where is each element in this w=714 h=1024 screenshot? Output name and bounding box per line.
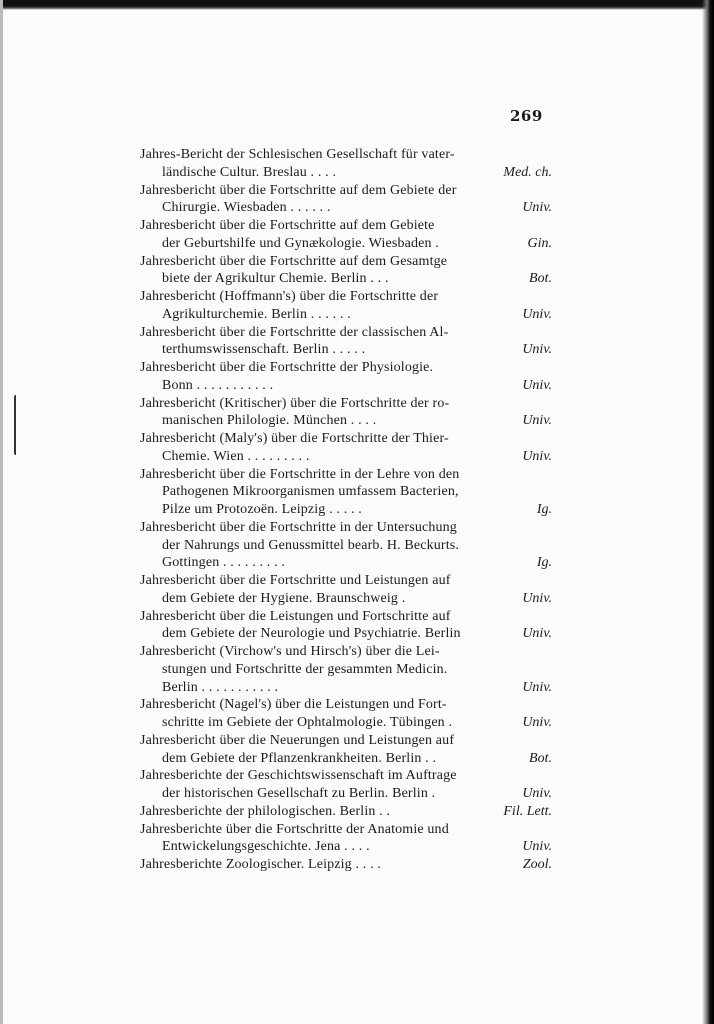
library-abbreviation: Gin. <box>527 235 552 251</box>
entry-text: Jahresbericht über die Fortschritte in der Lehre von den <box>140 466 460 482</box>
page-number: 269 <box>510 107 543 125</box>
entry-text: Jahresberichte der Geschichtswissenschaft im Auftrage <box>140 768 457 784</box>
entry-line <box>140 696 552 714</box>
entry-line <box>140 750 552 768</box>
library-abbreviation: Univ. <box>522 715 552 730</box>
entry-line <box>140 767 552 785</box>
entry-line <box>140 182 552 200</box>
entry-line <box>140 483 552 501</box>
entry-line <box>140 785 552 803</box>
entry-text: Jahresberichte Zoologischer. Leipzig . . . . <box>140 857 382 872</box>
bibliography-entry <box>140 466 552 519</box>
bibliography-entry <box>140 430 552 466</box>
entry-text: Pilze um Protozoën. Leipzig . . . . . <box>162 502 362 517</box>
entry-text: Jahresbericht über die Neuerungen und Leistungen auf <box>140 732 455 748</box>
entry-text: Jahresbericht (Nagel's) über die Leistungen und Fort- <box>140 697 447 713</box>
entry-text: Agrikulturchemie. Berlin . . . . . . <box>162 306 351 322</box>
entry-text: Jahresbericht über die Fortschritte auf dem Gesamtge <box>140 253 448 269</box>
entry-text: dem Gebiete der Neurologie und Psychiatrie. Berlin <box>162 626 461 642</box>
entry-line <box>140 217 552 235</box>
entry-text: Jahresbericht über die Fortschritte in der Untersuchung <box>140 519 457 535</box>
entry-line <box>140 537 552 555</box>
entry-text: Jahresbericht über die Fortschritte auf dem Gebiete <box>140 218 435 233</box>
entry-text: dem Gebiete der Hygiene. Braunschweig . <box>162 590 406 606</box>
entry-text: Bonn . . . . . . . . . . . <box>162 377 274 393</box>
entry-text: Jahresberichte über die Fortschritte der Anatomie und <box>140 821 449 837</box>
entry-line <box>140 732 552 750</box>
entry-line <box>140 448 552 466</box>
entry-text: ländische Cultur. Breslau . . . . <box>162 164 337 180</box>
entry-list <box>140 146 552 874</box>
bibliography-entry <box>140 395 552 431</box>
entry-text: Jahres-Bericht der Schlesischen Gesellschaft für vater- <box>140 147 455 162</box>
library-abbreviation: Ig. <box>536 555 552 571</box>
bibliography-entry <box>140 324 552 360</box>
entry-text: Jahresbericht (Maly's) über die Fortschritte der Thier- <box>140 431 449 446</box>
entry-text: Chemie. Wien . . . . . . . . . <box>162 448 310 464</box>
entry-line <box>140 519 552 537</box>
entry-text: der Nahrungs und Genussmittel bearb. H. Beckurts. <box>162 537 460 553</box>
entry-line <box>140 554 552 572</box>
entry-text: Jahresbericht (Hoffmann's) über die Fortschritte der <box>140 289 439 304</box>
entry-text: Jahresbericht über die Fortschritte und Leistungen auf <box>140 573 451 588</box>
bibliography-entry <box>140 572 552 608</box>
page-right-edge <box>702 0 714 1024</box>
entry-line <box>140 643 552 661</box>
entry-line <box>140 412 552 430</box>
entry-text: der historischen Gesellschaft zu Berlin. Berlin . <box>162 786 436 801</box>
entry-text: terthumswissenschaft. Berlin . . . . . <box>162 342 366 358</box>
bibliography-entry <box>140 856 552 874</box>
library-abbreviation: Univ. <box>522 377 552 393</box>
entry-line <box>140 821 552 839</box>
library-abbreviation: Univ. <box>522 786 552 801</box>
entry-line <box>140 377 552 395</box>
entry-line <box>140 714 552 732</box>
entry-line <box>140 253 552 271</box>
entry-line <box>140 306 552 324</box>
library-abbreviation: Univ. <box>522 413 552 429</box>
entry-text: Jahresbericht über die Fortschritte der classischen Al- <box>140 324 449 340</box>
entry-line <box>140 395 552 413</box>
library-abbreviation: Bot. <box>529 271 552 287</box>
entry-text: biete der Agrikultur Chemie. Berlin . . . <box>162 271 389 287</box>
library-abbreviation: Univ. <box>522 342 552 358</box>
library-abbreviation: Univ. <box>522 448 552 464</box>
entry-line <box>140 146 552 164</box>
library-abbreviation: Univ. <box>522 679 552 695</box>
entry-line <box>140 359 552 377</box>
library-abbreviation: Univ. <box>522 626 552 642</box>
entry-text: Berlin . . . . . . . . . . . <box>162 679 279 695</box>
bibliography-entry <box>140 608 552 644</box>
entry-line <box>140 661 552 679</box>
bibliography-entry <box>140 821 552 857</box>
entry-text: Jahresbericht über die Fortschritte auf dem Gebiete der <box>140 182 457 198</box>
entry-line <box>140 838 552 856</box>
library-abbreviation: Zool. <box>522 857 552 872</box>
bibliography-entry <box>140 696 552 732</box>
library-abbreviation: Univ. <box>522 590 552 606</box>
entry-text: Jahresberichte der philologischen. Berlin . . <box>140 803 391 819</box>
entry-line <box>140 608 552 626</box>
entry-text: dem Gebiete der Pflanzenkrankheiten. Berlin . . <box>162 750 437 766</box>
bibliography-entry <box>140 359 552 395</box>
entry-line <box>140 466 552 484</box>
page-top-edge <box>0 0 714 10</box>
entry-text: Pathogenen Mikroorganismen umfassem Bacterien, <box>162 484 459 500</box>
library-abbreviation: Univ. <box>522 839 552 855</box>
entry-line <box>140 625 552 643</box>
entry-text: Jahresbericht (Kritischer) über die Fortschritte der ro- <box>140 395 450 411</box>
bibliography-entry <box>140 288 552 324</box>
library-abbreviation: Med. ch. <box>503 164 552 180</box>
entry-text: Jahresbericht über die Fortschritte der Physiologie. <box>140 360 434 375</box>
library-abbreviation: Fil. Lett. <box>503 803 552 819</box>
bibliography-entry <box>140 146 552 182</box>
entry-line <box>140 235 552 253</box>
bibliography-entry <box>140 732 552 768</box>
entry-line <box>140 803 552 821</box>
entry-line <box>140 590 552 608</box>
bibliography-entry <box>140 803 552 821</box>
bibliography-entry <box>140 253 552 289</box>
entry-line <box>140 324 552 342</box>
library-abbreviation: Ig. <box>536 502 552 517</box>
library-abbreviation: Univ. <box>522 200 552 216</box>
bibliography-entry <box>140 217 552 253</box>
entry-text: Chirurgie. Wiesbaden . . . . . . <box>162 200 331 216</box>
bibliography-entry <box>140 643 552 696</box>
entry-text: Jahresbericht (Virchow's und Hirsch's) über die Lei- <box>140 644 440 659</box>
entry-text: Entwickelungsgeschichte. Jena . . . . <box>162 839 370 855</box>
bibliography-entry <box>140 519 552 572</box>
margin-mark <box>14 395 26 455</box>
entry-line <box>140 430 552 448</box>
entry-line <box>140 270 552 288</box>
entry-text: stungen und Fortschritte der gesammten Medicin. <box>162 661 448 677</box>
entry-line <box>140 856 552 874</box>
bibliography-entry <box>140 767 552 803</box>
library-abbreviation: Univ. <box>522 306 552 322</box>
entry-text: schritte im Gebiete der Ophtalmologie. Tübingen . <box>162 715 453 730</box>
entry-line <box>140 288 552 306</box>
entry-text: der Geburtshilfe und Gynækologie. Wiesbaden . <box>162 235 439 251</box>
library-abbreviation: Bot. <box>529 750 552 766</box>
entry-line <box>140 572 552 590</box>
entry-line <box>140 501 552 519</box>
bibliography-entry <box>140 182 552 218</box>
entry-text: Jahresbericht über die Leistungen und Fortschritte auf <box>140 608 451 624</box>
entry-line <box>140 164 552 182</box>
entry-line <box>140 679 552 697</box>
page-left-edge <box>0 0 3 1024</box>
entry-line <box>140 341 552 359</box>
entry-text: Gottingen . . . . . . . . . <box>162 555 286 571</box>
entry-line <box>140 199 552 217</box>
entry-text: manischen Philologie. München . . . . <box>162 413 377 429</box>
